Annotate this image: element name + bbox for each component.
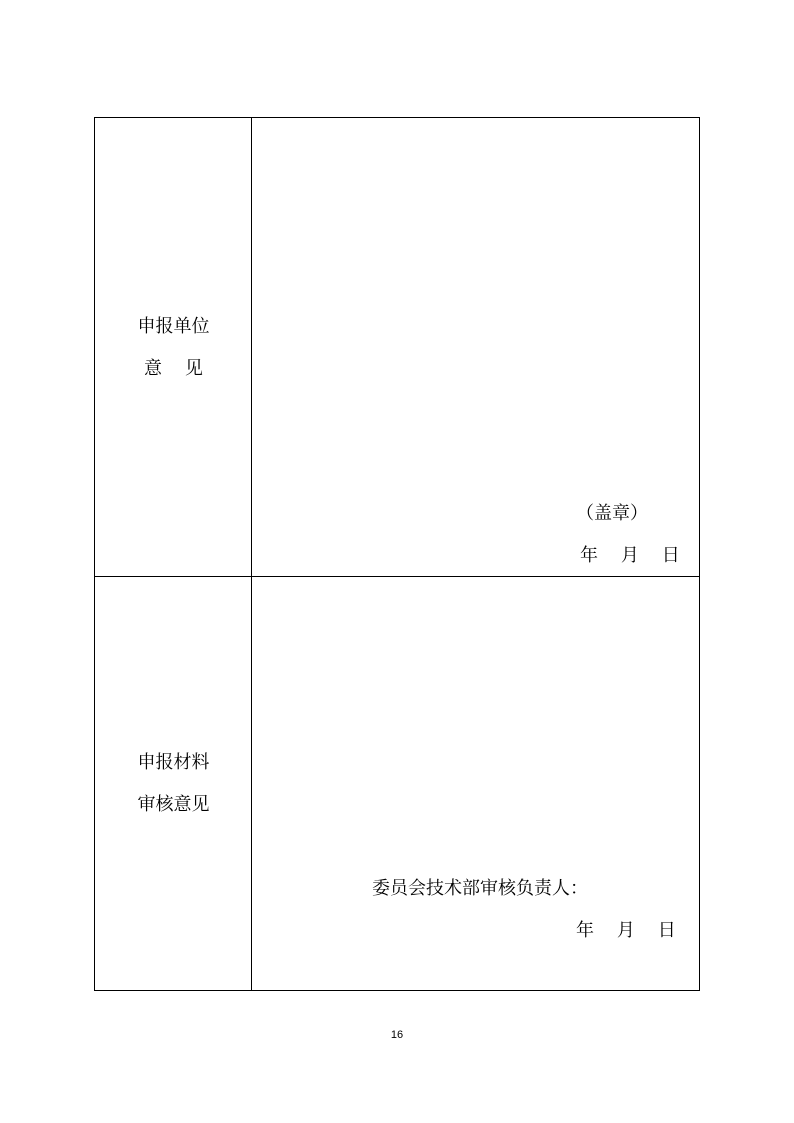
reviewer-signature-label: 委员会技术部审核负责人： [372,878,588,899]
material-review-row [95,577,699,990]
page-number: 16 [390,1029,404,1041]
material-review-content-cell[interactable] [252,577,699,990]
opinion-form-table [94,117,700,991]
seal-label: （盖章） [576,503,648,524]
material-review-label-suffix: 审核意见 [137,794,210,815]
unit-opinion-row [95,118,699,577]
unit-opinion-label-cell [95,118,252,576]
unit-opinion-label: 申报单位 [137,316,210,337]
material-review-date: 年 月 日 [576,920,676,941]
material-review-label-cell [95,577,252,990]
unit-opinion-label-suffix: 意 见 [144,358,203,379]
material-review-label: 申报材料 [137,752,210,773]
unit-opinion-date: 年 月 日 [580,545,680,566]
unit-opinion-content-cell[interactable] [252,118,699,576]
